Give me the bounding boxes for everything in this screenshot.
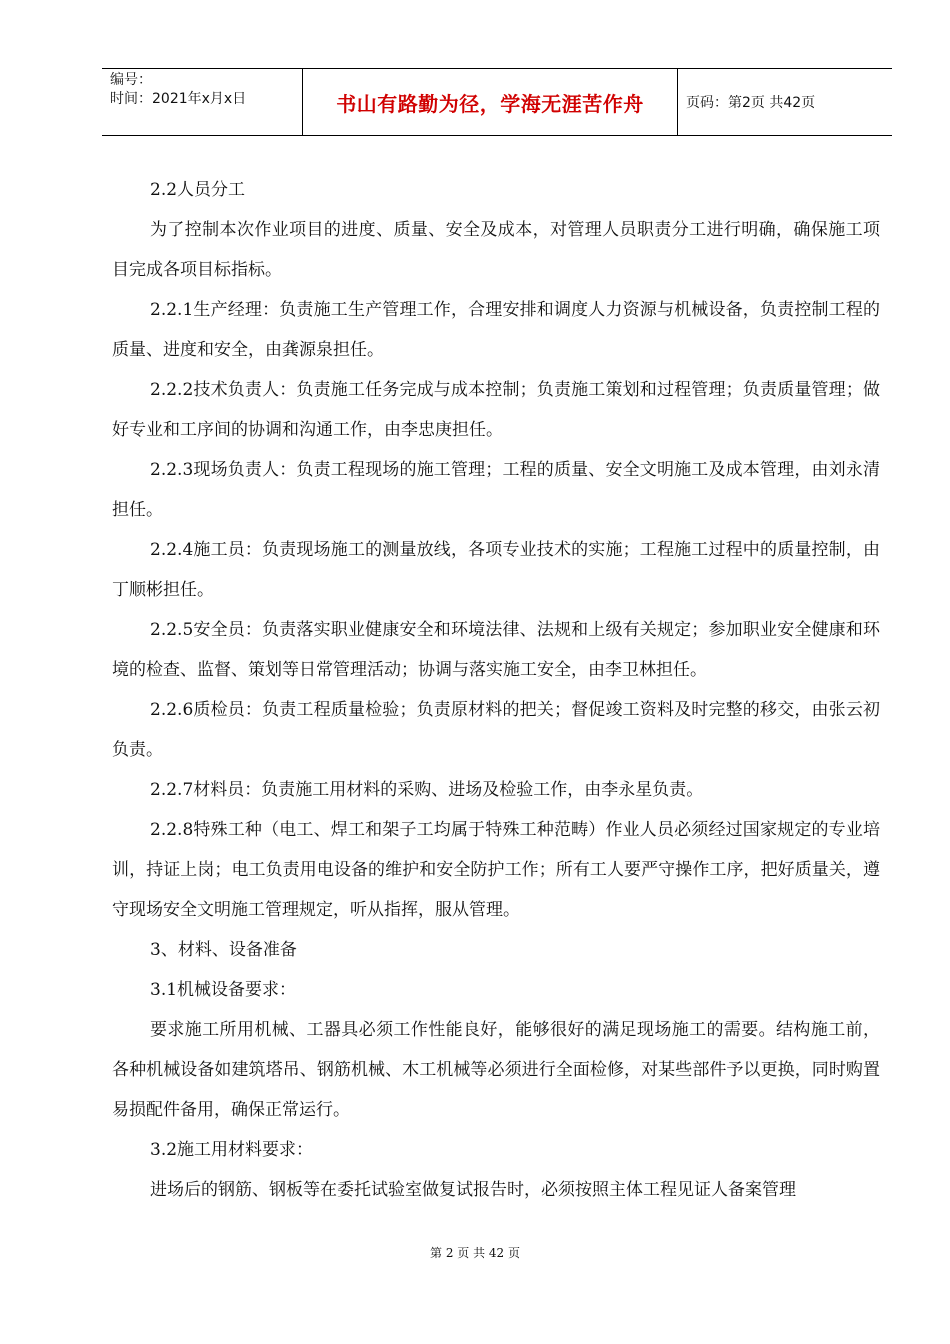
paragraph-2-2-2: 2.2.2技术负责人：负责施工任务完成与成本控制；负责施工策划和过程管理；负责质量管理；做好专业和工序间的协调和沟通工作，由李忠庚担任。 xyxy=(112,380,880,440)
paragraph-2-2-1: 2.2.1生产经理：负责施工生产管理工作，合理安排和调度人力资源与机械设备，负责控制工程的质量、进度和安全，由龚源泉担任。 xyxy=(112,300,880,360)
paragraph-2-2-7: 2.2.7材料员：负责施工用材料的采购、进场及检验工作，由李永星负责。 xyxy=(150,780,704,800)
header-page-info: 页码：第2页 共42页 xyxy=(686,95,816,111)
paragraph-2-2-5: 2.2.5安全员：负责落实职业健康安全和环境法律、法规和上级有关规定；参加职业安全健康和环境的检查、监督、策划等日常管理活动；协调与落实施工安全，由李卫林担任。 xyxy=(112,620,880,680)
document-header xyxy=(102,68,892,136)
document-time-label: 时间：2021年x月x日 xyxy=(110,91,247,107)
paragraph-2-2-6: 2.2.6质检员：负责工程质量检验；负责原材料的把关；督促竣工资料及时完整的移交，由张云初负责。 xyxy=(112,700,880,760)
document-body xyxy=(112,170,880,1210)
header-motto: 书山有路勤为径，学海无涯苦作舟 xyxy=(303,69,678,135)
section-heading-3-1: 3.1机械设备要求： xyxy=(150,980,297,1000)
paragraph-2-2-8: 2.2.8特殊工种（电工、焊工和架子工均属于特殊工种范畴）作业人员必须经过国家规定的专业培训，持证上岗；电工负责用电设备的维护和安全防护工作；所有工人要严守操作工序，把好质量关，遵守现场安全文明施工管理规定，听从指挥，服从管理。 xyxy=(112,820,880,920)
paragraph-3-1-body: 要求施工所用机械、工器具必须工作性能良好，能够很好的满足现场施工的需要。结构施工前，各种机械设备如建筑塔吊、钢筋机械、木工机械等必须进行全面检修，对某些部件予以更换，同时购置易损配件备用，确保正常运行。 xyxy=(112,1020,880,1120)
page-footer: 第 2 页 共 42 页 xyxy=(430,1246,520,1260)
paragraph-intro: 为了控制本次作业项目的进度、质量、安全及成本，对管理人员职责分工进行明确，确保施工项目完成各项目标指标。 xyxy=(112,220,880,280)
paragraph-3-2-body: 进场后的钢筋、钢板等在委托试验室做复试报告时，必须按照主体工程见证人备案管理 xyxy=(150,1180,796,1200)
section-heading-3-2: 3.2施工用材料要求： xyxy=(150,1140,314,1160)
paragraph-2-2-4: 2.2.4施工员：负责现场施工的测量放线，各项专业技术的实施；工程施工过程中的质量控制，由丁顺彬担任。 xyxy=(112,540,880,600)
section-heading-2-2: 2.2人员分工 xyxy=(150,180,246,200)
paragraph-2-2-3: 2.2.3现场负责人：负责工程现场的施工管理；工程的质量、安全文明施工及成本管理，由刘永清担任。 xyxy=(112,460,880,520)
document-number-label: 编号： xyxy=(110,72,152,88)
section-heading-3: 3、材料、设备准备 xyxy=(150,940,297,960)
header-meta-cell xyxy=(102,69,303,135)
